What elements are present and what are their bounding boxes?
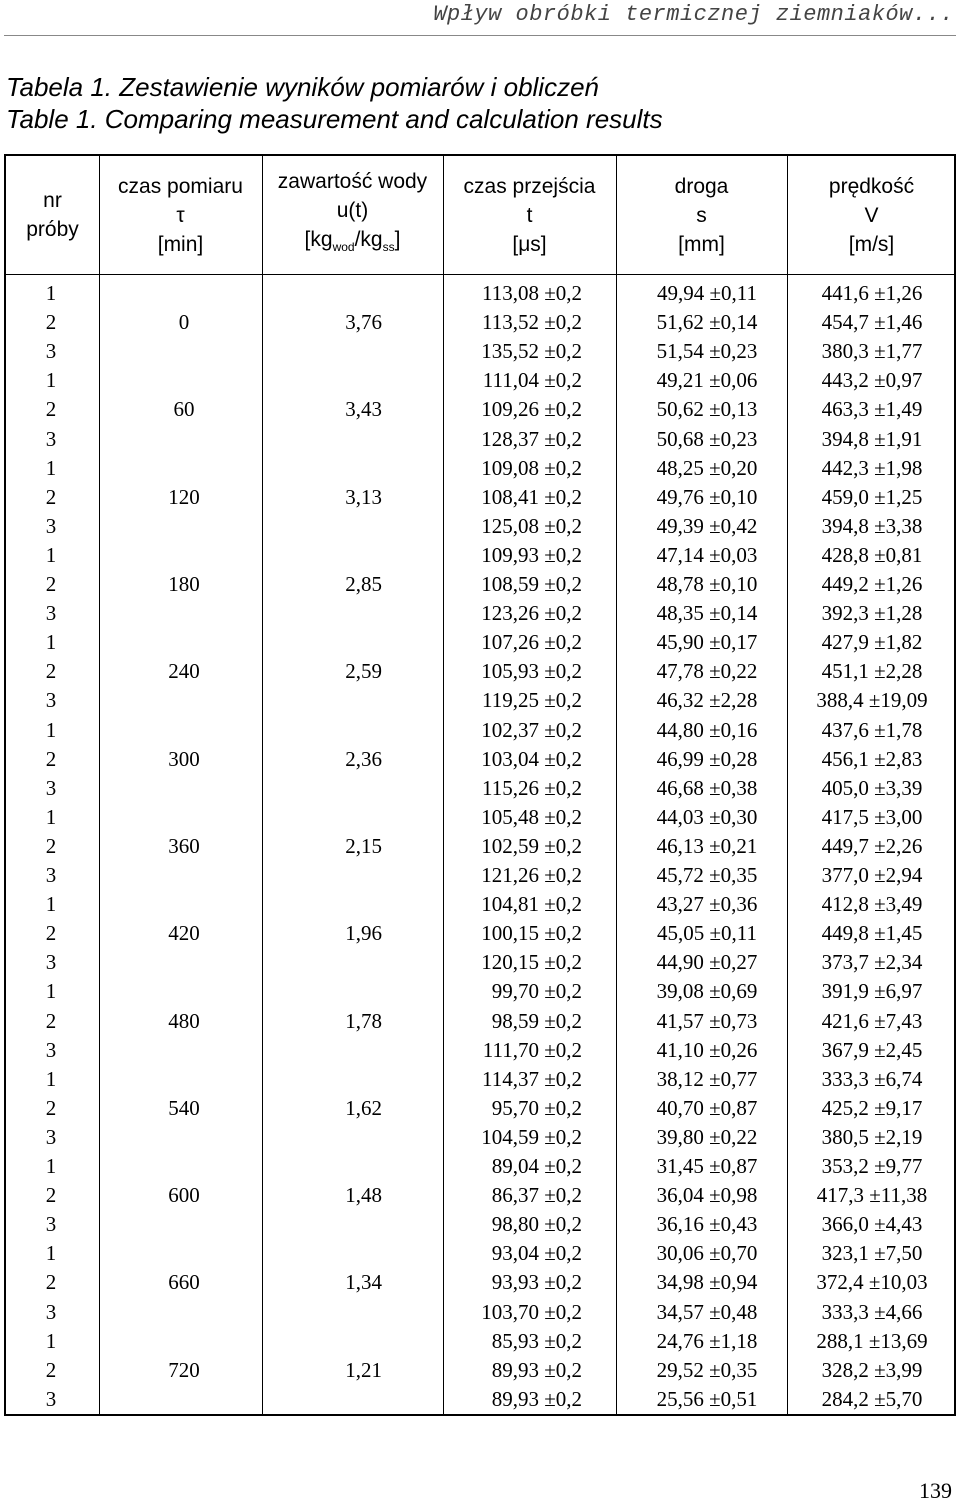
cell-velocity: 459,0 ±1,25 xyxy=(821,484,923,509)
cell-velocity: 428,8 ±0,81 xyxy=(821,542,923,567)
cell-transit-time: 98,80 ±0,2 xyxy=(491,1212,582,1237)
cell-transit-time: 113,08 ±0,2 xyxy=(482,281,582,305)
cell-velocity: 449,8 ±1,45 xyxy=(821,921,923,946)
cell-velocity: 449,2 ±1,26 xyxy=(821,572,923,596)
cell-water-content: 1,21 xyxy=(345,1357,382,1382)
cell-distance: 46,68 ±0,38 xyxy=(656,775,758,800)
cell-velocity: 442,3 ±1,98 xyxy=(821,455,923,480)
cell-distance: 49,21 ±0,06 xyxy=(656,368,758,393)
cell-transit-time: 86,37 ±0,2 xyxy=(491,1183,582,1208)
cell-distance: 44,03 ±0,30 xyxy=(656,804,758,829)
cell-velocity: 443,2 ±0,97 xyxy=(821,368,923,393)
cell-velocity: 333,3 ±4,66 xyxy=(821,1299,923,1324)
cell-nr: 1 xyxy=(45,1154,57,1178)
cell-velocity: 380,3 ±1,77 xyxy=(821,339,923,364)
cell-nr: 2 xyxy=(45,1357,57,1382)
cell-transit-time: 108,41 ±0,2 xyxy=(481,484,582,509)
cell-tau: 120 xyxy=(168,484,200,509)
cell-transit-time: 102,37 ±0,2 xyxy=(481,717,582,742)
column-divider xyxy=(616,156,617,1414)
cell-transit-time: 104,81 ±0,2 xyxy=(481,892,582,917)
cell-water-content: 2,36 xyxy=(345,746,382,771)
cell-tau: 660 xyxy=(168,1270,200,1295)
cell-transit-time: 125,08 ±0,2 xyxy=(481,513,582,538)
cell-tau: 0 xyxy=(178,310,190,335)
cell-nr: 3 xyxy=(45,513,57,538)
cell-nr: 3 xyxy=(45,339,57,364)
cell-distance: 34,98 ±0,94 xyxy=(656,1270,758,1295)
cell-transit-time: 109,26 ±0,2 xyxy=(481,397,582,422)
cell-velocity: 328,2 ±3,99 xyxy=(821,1357,923,1382)
cell-transit-time: 111,04 ±0,2 xyxy=(482,368,582,393)
header-water-content: zawartość wody u(t) $[kg_{wod}/kg_{ss}]$ xyxy=(277,170,428,255)
header-nr: nr próby xyxy=(26,189,79,241)
cell-transit-time: 115,26 ±0,2 xyxy=(482,775,582,800)
cell-transit-time: 135,52 ±0,2 xyxy=(481,339,582,364)
cell-transit-time: 85,93 ±0,2 xyxy=(491,1328,582,1353)
cell-velocity: 323,1 ±7,50 xyxy=(821,1241,923,1266)
cell-transit-time: 114,37 ±0,2 xyxy=(482,1066,582,1091)
cell-distance: 50,62 ±0,13 xyxy=(656,397,758,422)
cell-transit-time: 99,70 ±0,2 xyxy=(491,979,582,1004)
cell-water-content: 1,34 xyxy=(345,1270,382,1295)
cell-water-content: 2,59 xyxy=(345,659,382,684)
header-divider xyxy=(6,274,954,275)
cell-water-content: 3,76 xyxy=(345,310,382,335)
cell-nr: 3 xyxy=(45,1037,57,1062)
cell-tau: 540 xyxy=(168,1095,200,1120)
cell-water-content: 3,13 xyxy=(345,484,382,509)
cell-transit-time: 103,70 ±0,2 xyxy=(481,1299,582,1324)
cell-nr: 1 xyxy=(45,542,57,567)
cell-velocity: 451,1 ±2,28 xyxy=(821,659,923,684)
cell-nr: 1 xyxy=(45,892,57,917)
cell-distance: 39,08 ±0,69 xyxy=(656,979,758,1004)
cell-nr: 3 xyxy=(45,775,57,800)
header-distance: droga s [mm] xyxy=(674,174,729,256)
cell-nr: 3 xyxy=(45,1124,57,1149)
cell-nr: 3 xyxy=(45,1299,57,1324)
cell-distance: 45,05 ±0,11 xyxy=(657,921,757,946)
cell-distance: 50,68 ±0,23 xyxy=(656,426,758,451)
cell-velocity: 394,8 ±3,38 xyxy=(821,513,923,538)
cell-tau: 240 xyxy=(168,659,200,684)
cell-transit-time: 105,93 ±0,2 xyxy=(481,659,582,684)
column-divider xyxy=(262,156,263,1414)
cell-transit-time: 104,59 ±0,2 xyxy=(481,1124,582,1149)
cell-velocity: 456,1 ±2,83 xyxy=(821,746,923,771)
cell-distance: 31,45 ±0,87 xyxy=(656,1154,758,1178)
cell-distance: 48,25 ±0,20 xyxy=(656,455,758,480)
cell-tau: 480 xyxy=(168,1008,200,1033)
cell-nr: 2 xyxy=(45,484,57,509)
cell-velocity: 391,9 ±6,97 xyxy=(821,979,923,1004)
cell-nr: 1 xyxy=(45,979,57,1004)
cell-velocity: 367,9 ±2,45 xyxy=(821,1037,923,1062)
cell-velocity: 441,6 ±1,26 xyxy=(821,281,923,305)
cell-transit-time: 105,48 ±0,2 xyxy=(481,804,582,829)
cell-distance: 46,13 ±0,21 xyxy=(656,833,758,858)
cell-velocity: 333,3 ±6,74 xyxy=(821,1066,923,1091)
cell-water-content: 3,43 xyxy=(345,397,382,422)
cell-nr: 2 xyxy=(45,1008,57,1033)
cell-water-content: 2,15 xyxy=(345,833,382,858)
cell-water-content: 1,96 xyxy=(345,921,382,946)
cell-distance: 47,78 ±0,22 xyxy=(656,659,758,684)
cell-tau: 60 xyxy=(173,397,195,422)
cell-tau: 180 xyxy=(168,572,200,596)
cell-velocity: 380,5 ±2,19 xyxy=(821,1124,923,1149)
cell-transit-time: 103,04 ±0,2 xyxy=(481,746,582,771)
cell-transit-time: 111,70 ±0,2 xyxy=(482,1037,582,1062)
cell-distance: 51,54 ±0,23 xyxy=(656,339,758,364)
cell-velocity: 417,5 ±3,00 xyxy=(821,804,923,829)
cell-nr: 2 xyxy=(45,310,57,335)
cell-nr: 3 xyxy=(45,1386,57,1411)
cell-distance: 41,57 ±0,73 xyxy=(656,1008,758,1033)
cell-velocity: 284,2 ±5,70 xyxy=(821,1386,923,1411)
cell-velocity: 437,6 ±1,78 xyxy=(821,717,923,742)
cell-distance: 43,27 ±0,36 xyxy=(656,892,758,917)
cell-distance: 36,16 ±0,43 xyxy=(656,1212,758,1237)
cell-distance: 49,39 ±0,42 xyxy=(656,513,758,538)
cell-velocity: 394,8 ±1,91 xyxy=(821,426,923,451)
cell-tau: 720 xyxy=(168,1357,200,1382)
cell-distance: 39,80 ±0,22 xyxy=(656,1124,758,1149)
table-caption-english: Table 1. Comparing measurement and calculation results xyxy=(6,104,663,134)
cell-distance: 51,62 ±0,14 xyxy=(656,310,758,335)
cell-nr: 2 xyxy=(45,397,57,422)
cell-nr: 1 xyxy=(45,717,57,742)
cell-transit-time: 93,93 ±0,2 xyxy=(491,1270,582,1295)
cell-tau: 360 xyxy=(168,833,200,858)
cell-velocity: 425,2 ±9,17 xyxy=(821,1095,923,1120)
cell-velocity: 366,0 ±4,43 xyxy=(821,1212,923,1237)
cell-velocity: 405,0 ±3,39 xyxy=(821,775,923,800)
cell-velocity: 288,1 ±13,69 xyxy=(816,1328,928,1353)
cell-transit-time: 89,93 ±0,2 xyxy=(491,1357,582,1382)
cell-velocity: 449,7 ±2,26 xyxy=(821,833,923,858)
cell-transit-time: 89,93 ±0,2 xyxy=(491,1386,582,1411)
cell-nr: 1 xyxy=(45,804,57,829)
cell-transit-time: 98,59 ±0,2 xyxy=(491,1008,582,1033)
cell-velocity: 412,8 ±3,49 xyxy=(821,892,923,917)
cell-velocity: 417,3 ±11,38 xyxy=(816,1183,928,1208)
cell-tau: 420 xyxy=(168,921,200,946)
cell-nr: 1 xyxy=(45,368,57,393)
cell-distance: 25,56 ±0,51 xyxy=(656,1386,758,1411)
cell-transit-time: 109,93 ±0,2 xyxy=(481,542,582,567)
cell-nr: 2 xyxy=(45,1270,57,1295)
cell-transit-time: 102,59 ±0,2 xyxy=(481,833,582,858)
cell-nr: 3 xyxy=(45,601,57,626)
cell-transit-time: 128,37 ±0,2 xyxy=(481,426,582,451)
cell-velocity: 392,3 ±1,28 xyxy=(821,601,923,626)
cell-transit-time: 120,15 ±0,2 xyxy=(481,950,582,975)
cell-transit-time: 100,15 ±0,2 xyxy=(481,921,582,946)
cell-distance: 24,76 ±1,18 xyxy=(656,1328,758,1353)
cell-transit-time: 119,25 ±0,2 xyxy=(482,688,582,713)
cell-velocity: 373,7 ±2,34 xyxy=(821,950,923,975)
cell-distance: 45,90 ±0,17 xyxy=(656,630,758,655)
cell-nr: 2 xyxy=(45,659,57,684)
cell-velocity: 454,7 ±1,46 xyxy=(821,310,923,335)
cell-transit-time: 107,26 ±0,2 xyxy=(481,630,582,655)
cell-transit-time: 95,70 ±0,2 xyxy=(491,1095,582,1120)
page-number: 139 xyxy=(919,1478,952,1503)
cell-velocity: 377,0 ±2,94 xyxy=(821,863,923,887)
cell-distance: 41,10 ±0,26 xyxy=(656,1037,758,1062)
cell-nr: 3 xyxy=(45,863,57,887)
cell-nr: 2 xyxy=(45,1095,57,1120)
cell-distance: 45,72 ±0,35 xyxy=(656,863,758,887)
header-velocity: prędkość V [m/s] xyxy=(828,174,915,256)
cell-tau: 300 xyxy=(168,746,200,771)
header-tau: czas pomiaru τ [min] xyxy=(118,174,243,256)
cell-nr: 3 xyxy=(45,950,57,975)
cell-velocity: 427,9 ±1,82 xyxy=(821,630,923,655)
table-caption-polish: Tabela 1. Zestawienie wyników pomiarów i obliczeń xyxy=(6,72,599,102)
cell-velocity: 353,2 ±9,77 xyxy=(821,1154,923,1178)
cell-distance: 44,80 ±0,16 xyxy=(656,717,758,742)
cell-nr: 2 xyxy=(45,921,57,946)
cell-nr: 2 xyxy=(45,572,57,596)
cell-nr: 1 xyxy=(45,1066,57,1091)
cell-water-content: 1,48 xyxy=(345,1183,382,1208)
cell-nr: 2 xyxy=(45,746,57,771)
cell-transit-time: 93,04 ±0,2 xyxy=(491,1241,582,1266)
cell-distance: 38,12 ±0,77 xyxy=(656,1066,758,1091)
header-rule xyxy=(4,35,956,36)
cell-water-content: 1,62 xyxy=(345,1095,382,1120)
cell-velocity: 388,4 ±19,09 xyxy=(816,688,928,713)
header-transit-time: czas przejścia t [μs] xyxy=(463,174,596,256)
cell-nr: 1 xyxy=(45,281,57,305)
cell-water-content: 1,78 xyxy=(345,1008,382,1033)
cell-distance: 48,78 ±0,10 xyxy=(656,572,758,596)
cell-nr: 3 xyxy=(45,688,57,713)
cell-nr: 3 xyxy=(45,426,57,451)
cell-nr: 3 xyxy=(45,1212,57,1237)
cell-velocity: 463,3 ±1,49 xyxy=(821,397,923,422)
cell-distance: 40,70 ±0,87 xyxy=(656,1095,758,1120)
cell-transit-time: 121,26 ±0,2 xyxy=(481,863,582,887)
cell-transit-time: 89,04 ±0,2 xyxy=(491,1154,582,1178)
cell-distance: 34,57 ±0,48 xyxy=(656,1299,758,1324)
cell-nr: 1 xyxy=(45,630,57,655)
cell-distance: 49,76 ±0,10 xyxy=(656,484,758,509)
column-divider xyxy=(99,156,100,1414)
cell-distance: 49,94 ±0,11 xyxy=(657,281,757,305)
cell-transit-time: 108,59 ±0,2 xyxy=(481,572,582,596)
cell-distance: 29,52 ±0,35 xyxy=(656,1357,758,1382)
cell-transit-time: 123,26 ±0,2 xyxy=(481,601,582,626)
cell-water-content: 2,85 xyxy=(345,572,382,596)
cell-nr: 1 xyxy=(45,1328,57,1353)
cell-transit-time: 113,52 ±0,2 xyxy=(482,310,582,335)
cell-distance: 46,32 ±2,28 xyxy=(656,688,758,713)
cell-distance: 44,90 ±0,27 xyxy=(656,950,758,975)
cell-distance: 30,06 ±0,70 xyxy=(656,1241,758,1266)
cell-velocity: 421,6 ±7,43 xyxy=(821,1008,923,1033)
cell-velocity: 372,4 ±10,03 xyxy=(816,1270,928,1295)
cell-nr: 2 xyxy=(45,1183,57,1208)
results-table xyxy=(4,154,956,1416)
cell-nr: 1 xyxy=(45,1241,57,1266)
cell-distance: 36,04 ±0,98 xyxy=(656,1183,758,1208)
cell-distance: 48,35 ±0,14 xyxy=(656,601,758,626)
cell-nr: 2 xyxy=(45,833,57,858)
cell-distance: 46,99 ±0,28 xyxy=(656,746,758,771)
cell-nr: 1 xyxy=(45,455,57,480)
cell-distance: 47,14 ±0,03 xyxy=(656,542,758,567)
cell-transit-time: 109,08 ±0,2 xyxy=(481,455,582,480)
running-head: Wpływ obróbki termicznej ziemniaków... xyxy=(433,2,954,27)
cell-tau: 600 xyxy=(168,1183,200,1208)
